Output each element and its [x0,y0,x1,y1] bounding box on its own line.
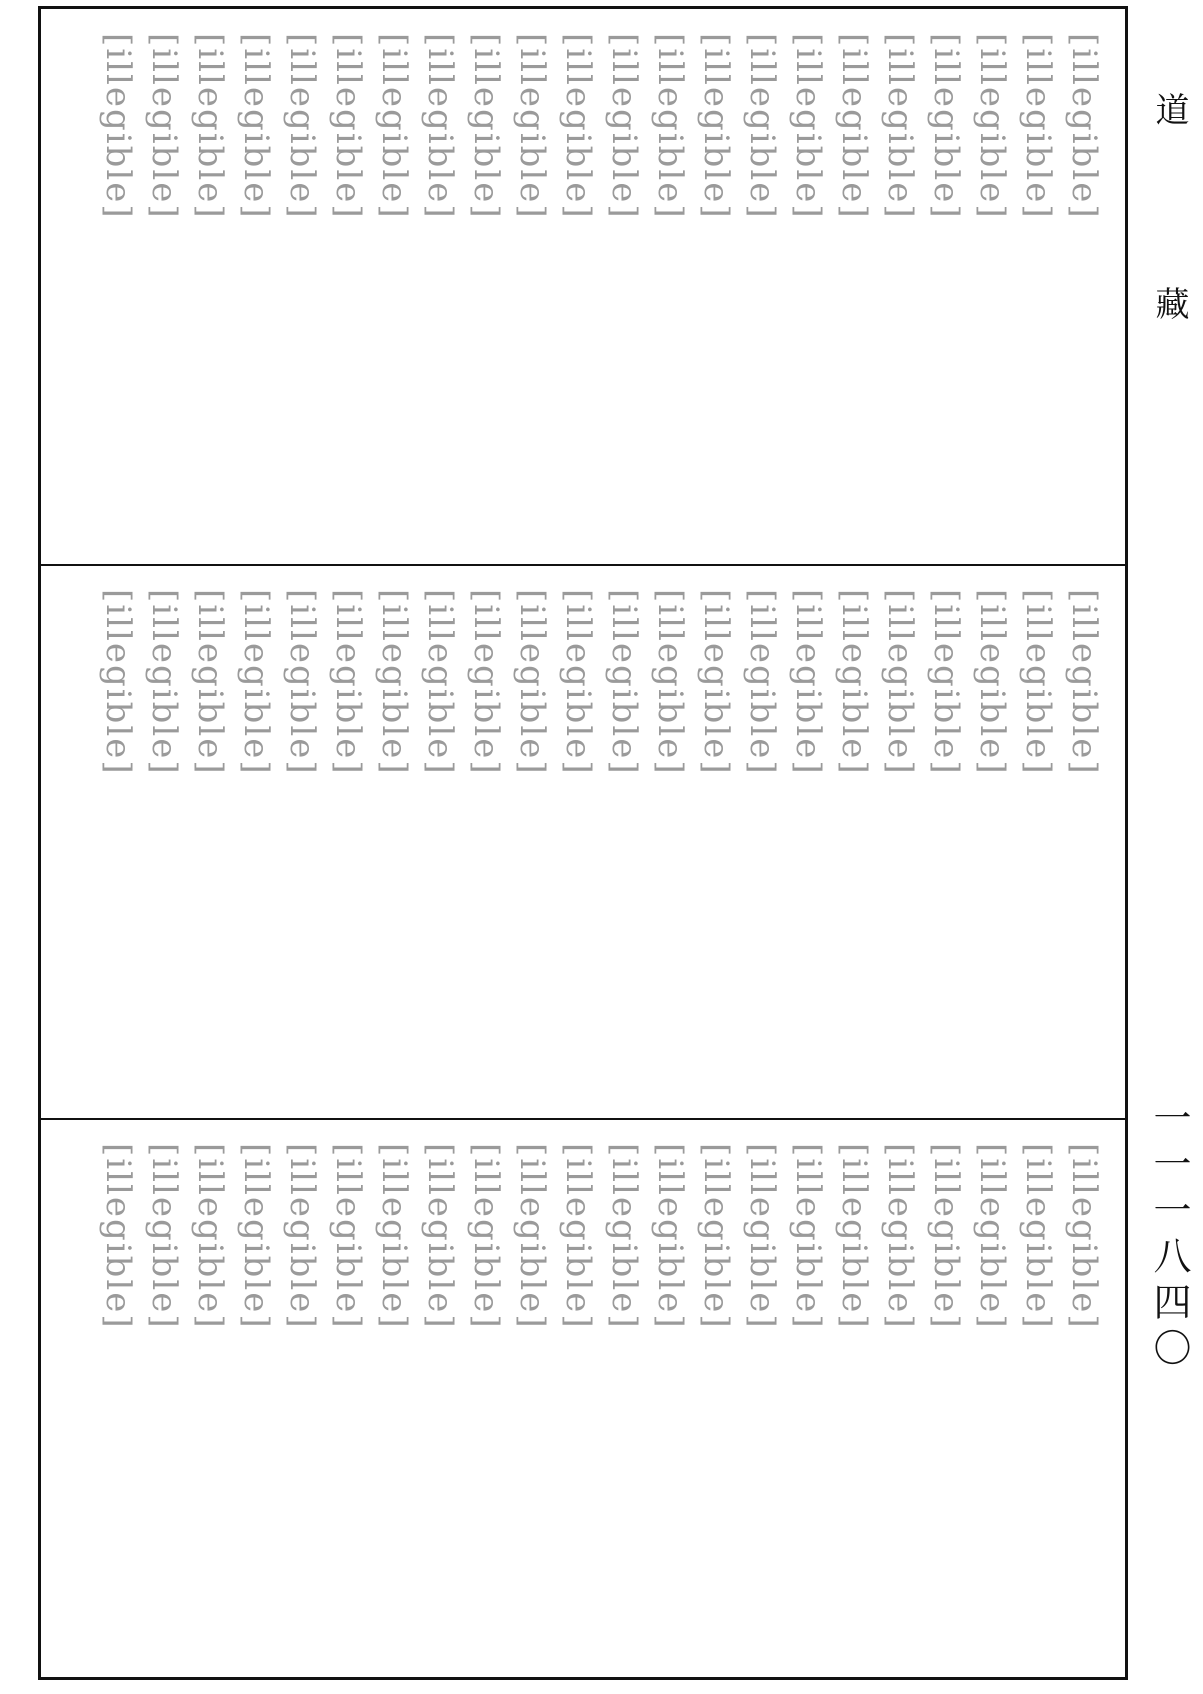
text-column: [illegible] [788,589,828,776]
text-column: [illegible] [880,1143,920,1330]
text-column: [illegible] [282,33,322,220]
text-column: [illegible] [1064,589,1104,776]
text-column: [illegible] [328,33,368,220]
text-column: [illegible] [190,589,230,776]
text-column: [illegible] [328,1143,368,1330]
text-column: [illegible] [236,33,276,220]
collection-label: 道藏 [1149,92,1189,480]
text-column: [illegible] [604,1143,644,1330]
text-column: [illegible] [696,589,736,776]
text-column: [illegible] [604,33,644,220]
column-group [61,1143,1105,1657]
text-column: [illegible] [98,589,138,776]
text-column: [illegible] [880,589,920,776]
text-column: [illegible] [696,33,736,220]
text-column: [illegible] [650,589,690,776]
text-column: [illegible] [742,589,782,776]
text-column: [illegible] [972,1143,1012,1330]
text-column: [illegible] [788,1143,828,1330]
text-column: [illegible] [466,589,506,776]
text-column: [illegible] [190,33,230,220]
text-column: [illegible] [558,1143,598,1330]
text-column: [illegible] [558,589,598,776]
text-panel-bottom [41,1119,1125,1677]
text-column: [illegible] [98,1143,138,1330]
page-number: 一一一八四〇 [1147,1098,1191,1374]
text-column: [illegible] [1018,33,1058,220]
text-column: [illegible] [788,33,828,220]
text-column: [illegible] [144,1143,184,1330]
text-column: [illegible] [650,33,690,220]
text-column: [illegible] [834,589,874,776]
text-column: [illegible] [420,589,460,776]
page-sidebar [1135,0,1203,1694]
text-column: [illegible] [512,1143,552,1330]
text-column: [illegible] [374,33,414,220]
text-column: [illegible] [972,33,1012,220]
text-column: [illegible] [650,1143,690,1330]
text-column: [illegible] [926,589,966,776]
text-column: [illegible] [420,33,460,220]
text-column: [illegible] [604,589,644,776]
text-column: [illegible] [1064,33,1104,220]
text-column: [illegible] [328,589,368,776]
text-column: [illegible] [374,1143,414,1330]
text-column: [illegible] [190,1143,230,1330]
text-column: [illegible] [236,1143,276,1330]
text-column: [illegible] [374,589,414,776]
text-column: [illegible] [834,1143,874,1330]
text-column: [illegible] [742,33,782,220]
text-column: [illegible] [236,589,276,776]
text-column: [illegible] [512,589,552,776]
text-column: [illegible] [880,33,920,220]
text-column: [illegible] [696,1143,736,1330]
page-frame [38,6,1128,1680]
text-column: [illegible] [466,33,506,220]
text-column: [illegible] [282,589,322,776]
text-column: [illegible] [926,1143,966,1330]
text-panel-top [41,9,1125,565]
text-column: [illegible] [144,33,184,220]
text-column: [illegible] [1018,589,1058,776]
text-column: [illegible] [1064,1143,1104,1330]
column-group [61,589,1105,1099]
text-column: [illegible] [558,33,598,220]
text-column: [illegible] [512,33,552,220]
text-column: [illegible] [834,33,874,220]
text-panel-middle [41,565,1125,1119]
column-group [61,33,1105,545]
text-column: [illegible] [466,1143,506,1330]
text-column: [illegible] [926,33,966,220]
text-column: [illegible] [742,1143,782,1330]
text-column: [illegible] [98,33,138,220]
text-column: [illegible] [282,1143,322,1330]
text-column: [illegible] [420,1143,460,1330]
text-column: [illegible] [972,589,1012,776]
text-column: [illegible] [1018,1143,1058,1330]
text-column: [illegible] [144,589,184,776]
